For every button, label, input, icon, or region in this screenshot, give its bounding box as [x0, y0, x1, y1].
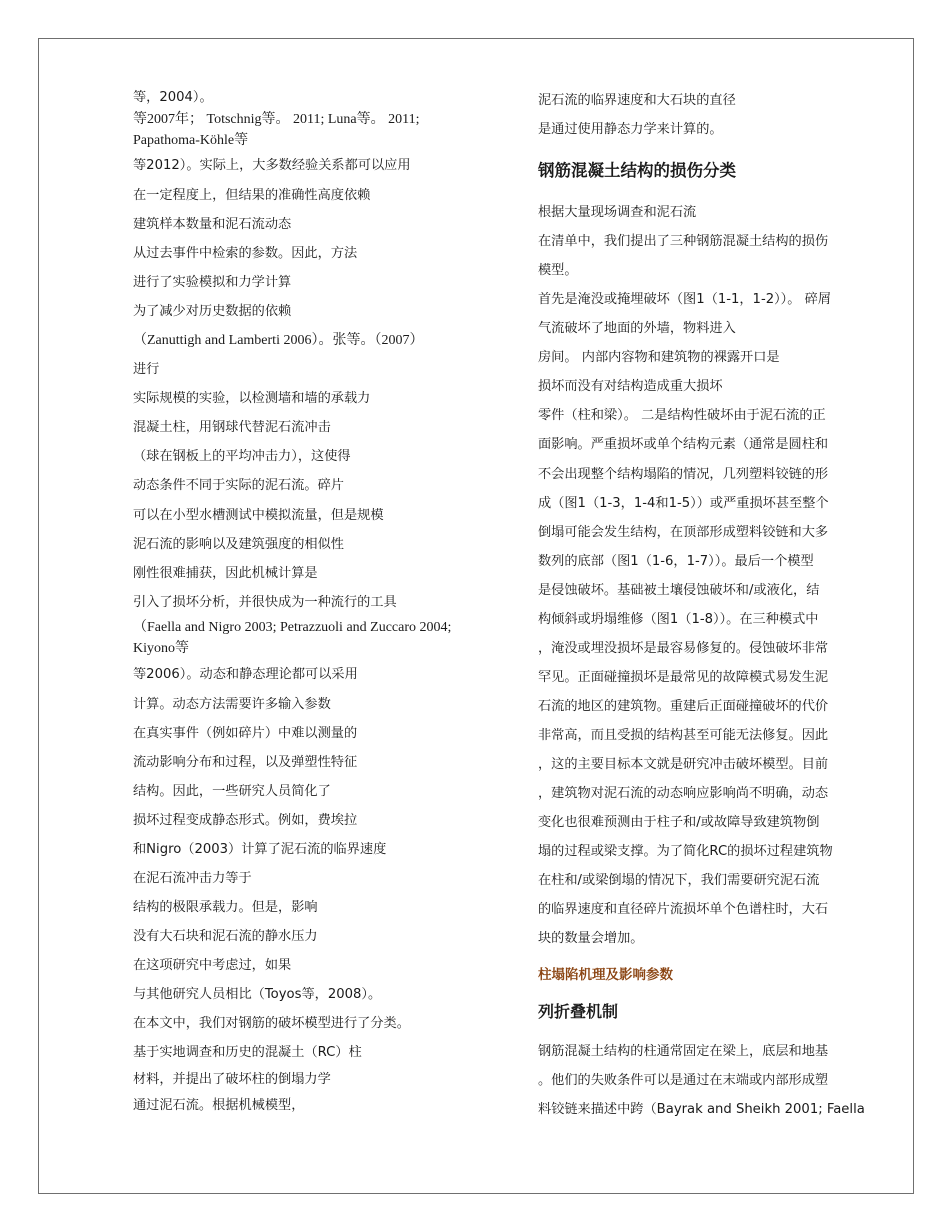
text-line: 模型。 — [538, 263, 578, 279]
text-line: 块的数量会增加。 — [538, 931, 644, 947]
text-line: 从过去事件中检索的参数。因此，方法 — [133, 246, 358, 262]
text-line: 非常高，而且受损的结构甚至可能无法修复。因此 — [538, 727, 829, 743]
text-line: 构倾斜或坍塌维修（图1（1-8））。在三种模式中 — [538, 611, 819, 627]
text-line: 在柱和/或梁倒塌的情况下，我们需要研究泥石流 — [538, 873, 820, 889]
text-line: 罕见。正面碰撞损坏是最常见的故障模式易发生泥 — [538, 669, 829, 685]
text-line: 变化也很难预测由于柱子和/或故障导致建筑物倒 — [538, 815, 820, 831]
text-line: 损坏而没有对结构造成重大损坏 — [538, 379, 723, 395]
text-line: 损坏过程变成静态形式。例如，费埃拉 — [133, 812, 358, 828]
text-line: 不会出现整个结构塌陷的情况，几列塑料铰链的形 — [538, 466, 829, 482]
text-line: 倒塌可能会发生结构，在顶部形成塑料铰链和大多 — [538, 524, 829, 540]
section-heading: 钢筋混凝土结构的损伤分类 — [538, 161, 736, 181]
text-line: 和Nigro（2003）计算了泥石流的临界速度 — [133, 841, 387, 857]
text-line: ，建筑物对泥石流的动态响应影响尚不明确，动态 — [538, 786, 829, 802]
text-line: 动态条件不同于实际的泥石流。碎片 — [133, 478, 344, 494]
left-column — [133, 86, 473, 1119]
text-line: 为了减少对历史数据的依赖 — [133, 304, 292, 320]
text-line: 气流破坏了地面的外墙，物料进入 — [538, 321, 736, 337]
text-line: 数列的底部（图1（1-6，1-7））。最后一个模型 — [538, 553, 814, 569]
text-line: 基于实地调查和历史的混凝土（RC）柱 — [133, 1045, 362, 1061]
text-line: 实际规模的实验，以检测墙和墙的承载力 — [133, 391, 371, 407]
text-line: 成（图1（1-3，1-4和1-5））或严重损坏甚至整个 — [538, 495, 829, 511]
text-line: 进行了实验模拟和力学计算 — [133, 275, 292, 291]
text-line: 。他们的失败条件可以是通过在末端或内部形成塑 — [538, 1073, 829, 1089]
subsubsection-heading: 列折叠机制 — [538, 1002, 619, 1022]
text-line: 混凝土柱，用钢球代替泥石流冲击 — [133, 420, 331, 436]
right-column — [538, 86, 886, 1124]
text-line: 在一定程度上，但结果的准确性高度依赖 — [133, 188, 371, 203]
text-line: 塌的过程或梁支撑。为了简化RC的损坏过程建筑物 — [538, 844, 833, 860]
text-line: 结构的极限承载力。但是，影响 — [133, 900, 318, 916]
text-line: 面影响。严重损坏或单个结构元素（通常是圆柱和 — [538, 437, 829, 453]
text-line: 根据大量现场调查和泥石流 — [538, 205, 697, 221]
text-line: ，淹没或埋没损坏是最容易修复的。侵蚀破坏非常 — [538, 640, 829, 656]
text-line: 材料，并提出了破坏柱的倒塌力学 — [133, 1072, 331, 1088]
text-line: 等，2004）。 — [133, 90, 213, 105]
text-line: 在泥石流冲击力等于 — [133, 870, 252, 886]
text-line: 在这项研究中考虑过，如果 — [133, 958, 292, 974]
text-line: 等2012）。实际上，大多数经验关系都可以应用 — [133, 158, 411, 173]
text-line: 零件（柱和梁）。 二是结构性破坏由于泥石流的正 — [538, 408, 826, 424]
text-line: 可以在小型水槽测试中模拟流量，但是规模 — [133, 507, 384, 523]
text-line: 流动影响分布和过程，以及弹塑性特征 — [133, 754, 358, 770]
text-line: 刚性很难捕获，因此机械计算是 — [133, 565, 318, 581]
text-line: 结构。因此，一些研究人员简化了 — [133, 783, 331, 799]
text-line: （Faella and Nigro 2003; Petrazzuoli and Zuccaro 2004; Kiyono等 — [133, 619, 452, 656]
text-line: 等2006）。动态和静态理论都可以采用 — [133, 666, 358, 682]
text-line: （球在钢板上的平均冲击力），这使得 — [133, 449, 351, 465]
text-line: 房间。 内部内容物和建筑物的裸露开口是 — [538, 350, 780, 366]
text-line: 在清单中，我们提出了三种钢筋混凝土结构的损伤 — [538, 234, 829, 250]
text-line: 泥石流的影响以及建筑强度的相似性 — [133, 536, 344, 552]
text-line: 计算。动态方法需要许多输入参数 — [133, 696, 331, 712]
subsection-heading: 柱塌陷机理及影响参数 — [538, 967, 673, 984]
text-line: 是通过使用静态力学来计算的。 — [538, 122, 723, 138]
text-line: 在真实事件（例如碎片）中难以测量的 — [133, 725, 358, 741]
text-line: 在本文中，我们对钢筋的破坏模型进行了分类。 — [133, 1016, 410, 1032]
text-line: 的临界速度和直径碎片流损坏单个色谱柱时，大石 — [538, 902, 829, 918]
text-line: 通过泥石流。根据机械模型， — [133, 1098, 305, 1114]
text-line: 泥石流的临界速度和大石块的直径 — [538, 93, 736, 108]
text-line: 料铰链来描述中跨（Bayrak and Sheikh 2001; Faella — [538, 1102, 865, 1118]
text-line: ，这的主要目标本文就是研究冲击破坏模型。目前 — [538, 756, 829, 772]
text-line: 是侵蚀破坏。基础被土壤侵蚀破坏和/或液化，结 — [538, 582, 820, 598]
text-line: 等2007年； Totschnig等。 2011; Luna等。 2011; Papathoma-Köhle等 — [133, 112, 420, 148]
text-line: 与其他研究人员相比（Toyos等，2008）。 — [133, 987, 382, 1003]
text-line: 引入了损坏分析，并很快成为一种流行的工具 — [133, 594, 397, 610]
text-line: （Zanuttigh and Lamberti 2006）。张等。（2007） — [133, 333, 424, 349]
text-line: 石流的地区的建筑物。重建后正面碰撞破坏的代价 — [538, 698, 829, 714]
text-line: 首先是淹没或掩埋破坏（图1（1-1，1-2））。 碎屑 — [538, 292, 832, 308]
text-line: 建筑样本数量和泥石流动态 — [133, 217, 292, 233]
text-line: 钢筋混凝土结构的柱通常固定在梁上，底层和地基 — [538, 1044, 829, 1060]
text-line: 没有大石块和泥石流的静水压力 — [133, 929, 318, 945]
text-line: 进行 — [133, 362, 160, 378]
